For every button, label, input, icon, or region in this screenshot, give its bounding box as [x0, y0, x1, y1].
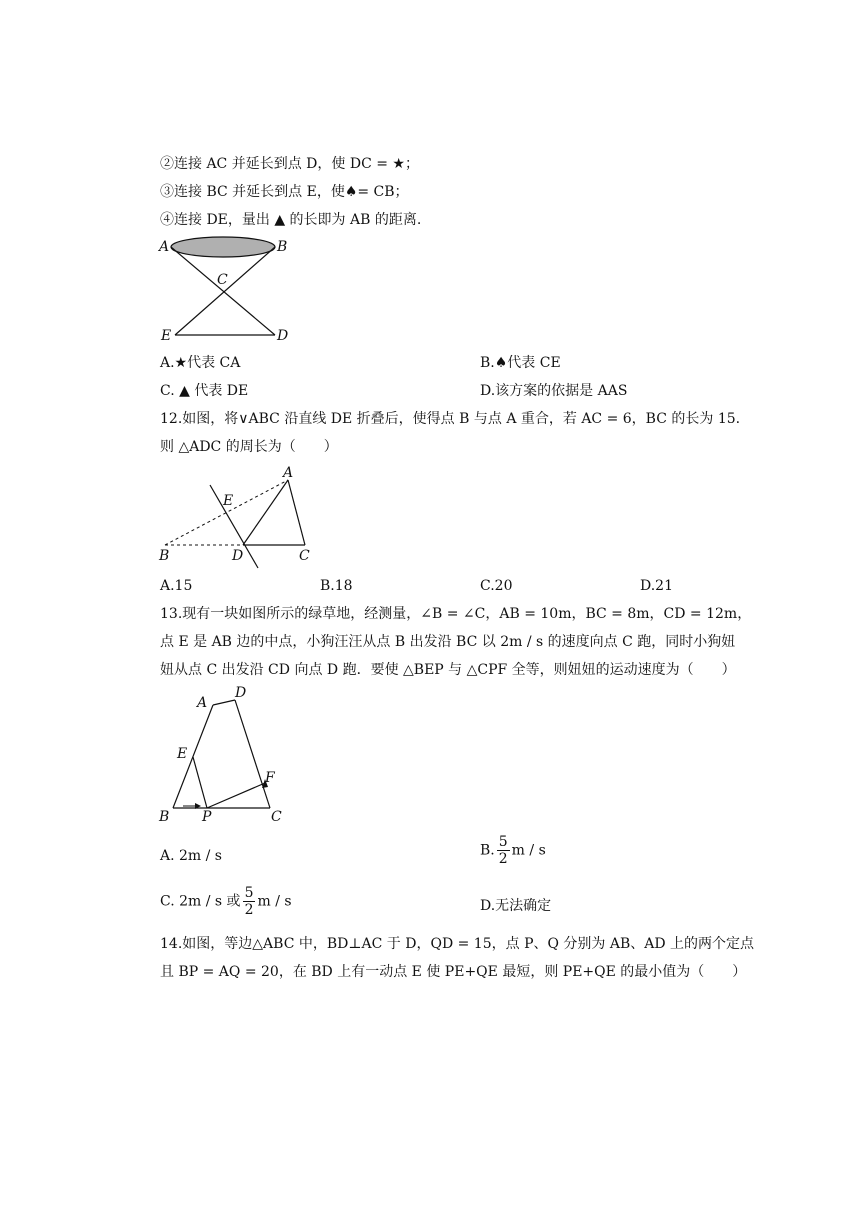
q13-label-e: E	[177, 746, 188, 762]
q13-option-b-denominator: 2	[498, 851, 508, 867]
q12-figure	[155, 465, 330, 575]
q13-label-c: C	[271, 809, 282, 825]
q12-option-d[interactable]: D.21	[640, 578, 673, 594]
q11-figure	[155, 232, 295, 347]
q13-line2: 点 E 是 AB 边的中点，小狗汪汪从点 B 出发沿 BC 以 2m / s 的速度向点 C 跑，同时小狗妞	[160, 634, 736, 650]
q12-label-b: B	[159, 548, 170, 564]
q12-label-d: D	[232, 548, 244, 564]
q11-option-d[interactable]: D.该方案的依据是 AAS	[480, 383, 628, 399]
q12-line1: 12.如图，将∨ABC 沿直线 DE 折叠后，使得点 B 与点 A 重合，若 AC = 6，BC 的长为 15.	[160, 411, 741, 427]
q11-option-a[interactable]: A.★代表 CA	[160, 355, 241, 371]
q13-option-c-prefix: C. 2m / s 或	[160, 893, 241, 910]
q11-label-e: E	[161, 328, 172, 344]
q11-option-c[interactable]: C. ▲ 代表 DE	[160, 383, 249, 399]
q11-label-d: D	[277, 328, 289, 344]
q11-option-b[interactable]: B.♠代表 CE	[480, 355, 561, 371]
q13-option-d[interactable]: D.无法确定	[480, 898, 552, 914]
q13-option-c-denominator: 2	[244, 902, 254, 918]
q13-option-b-fraction	[497, 834, 510, 867]
q13-option-a[interactable]: A. 2m / s	[160, 848, 222, 864]
q13-option-c-unit: m / s	[257, 893, 292, 910]
q11-step4: ④连接 DE，量出 ▲ 的长即为 AB 的距离.	[160, 212, 422, 228]
q13-label-d: D	[235, 685, 247, 701]
q13-option-b-prefix: B.	[480, 842, 495, 859]
q13-option-c-fraction	[243, 885, 256, 918]
q13-option-b-numerator: 5	[498, 834, 508, 850]
q13-option-b-unit: m / s	[511, 842, 546, 859]
q14-line2: 且 BP = AQ = 20，在 BD 上有一动点 E 使 PE+QE 最短，则 PE+QE 的最小值为（ ）	[160, 964, 747, 980]
q11-label-c: C	[217, 272, 228, 288]
q12-option-a[interactable]: A.15	[160, 578, 193, 594]
q13-label-p: P	[202, 809, 212, 825]
q12-label-a: A	[283, 465, 294, 481]
q13-line1: 13.现有一块如图所示的绿草地，经测量，∠B = ∠C，AB = 10m，BC = 8m，CD = 12m，	[160, 606, 752, 622]
q13-option-c-numerator: 5	[244, 885, 254, 901]
q11-step3: ③连接 BC 并延长到点 E，使♠= CB；	[160, 184, 409, 200]
q13-figure	[155, 685, 295, 830]
q11-label-a: A	[159, 239, 170, 255]
q14-line1: 14.如图，等边△ABC 中，BD⊥AC 于 D，QD = 15，点 P、Q 分别为 AB、AD 上的两个定点	[160, 936, 755, 952]
q13-line3: 妞从点 C 出发沿 CD 向点 D 跑．要使 △BEP 与 △CPF 全等，则妞妞的运动速度为（ ）	[160, 662, 736, 678]
q13-option-c[interactable]	[160, 885, 292, 918]
q12-option-b[interactable]: B.18	[320, 578, 353, 594]
q11-step2: ②连接 AC 并延长到点 D，使 DC = ★；	[160, 156, 419, 172]
q12-label-e: E	[223, 493, 234, 509]
q12-label-c: C	[299, 548, 310, 564]
q13-label-b: B	[159, 809, 170, 825]
q13-label-a: A	[197, 695, 208, 711]
q11-pond	[171, 237, 275, 257]
q11-label-b: B	[277, 239, 288, 255]
q12-option-c[interactable]: C.20	[480, 578, 513, 594]
q13-label-f: F	[265, 770, 275, 786]
q12-line2: 则 △ADC 的周长为（ ）	[160, 439, 338, 455]
q13-option-b[interactable]	[480, 834, 546, 867]
